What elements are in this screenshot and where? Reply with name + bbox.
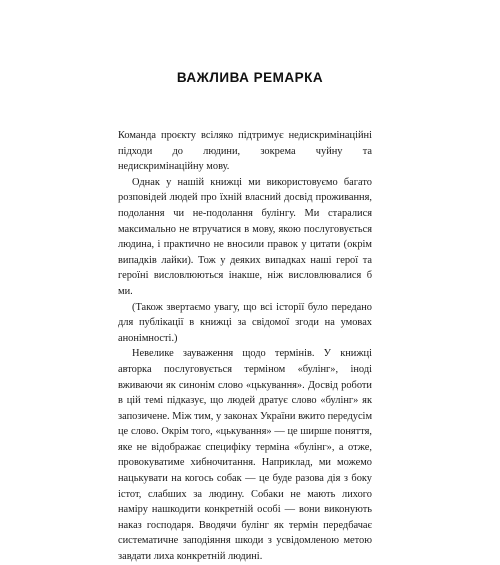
paragraph: Однак у нашій книжці ми використовуємо багато розповідей людей про їхній власний досвід проживання, подолання чи не-подолання булінгу. Ми старалися максимально не втручатися в мову, якою послуговується людина, і практично не вносили правок у цитати (окрім випадків лайки). Тож у деяких випадках наші герої та героїні висловлюються інакше, ніж висловлювалися б ми. [118,176,372,297]
body-text [118,128,372,565]
paragraph: Невелике зауваження щодо термінів. У книжці авторка послуговується терміном «булінг», іноді вживаючи як синонім слово «цькування». Досвід роботи в цій темі підказує, що людей дратує слово «булінг» як запозичене. Між тим, у законах України вжито передусім це слово. Окрім того, «цькування» — це ширше поняття, яке не відображає специфіку терміна «булінг», а отже, провокуватиме хибночитання. Наприклад, ми можемо нацькувати на когось собак — це буде разова дія з боку істот, слабших за людину. Собаки не мають лихого наміру нашкодити конкретній особі — вони виконують наказ господаря. Вводячи булінг як термін передбачає систематичне заподіяння шкоди з усвідомленою метою завдати лиха конкретній людині. [118,348,373,563]
section-heading: ВАЖЛИВА РЕМАРКА [176,70,324,85]
paragraph: (Також звертаємо увагу, що всі історії було передано для публікації в книжці за свідомої згоди на умовах анонімності.) [118,301,372,344]
paragraph: Команда проєкту всіляко підтримує недискримінаційні підходи до людини, зокрема чуйну та недискримінаційну мову. [118,130,372,173]
